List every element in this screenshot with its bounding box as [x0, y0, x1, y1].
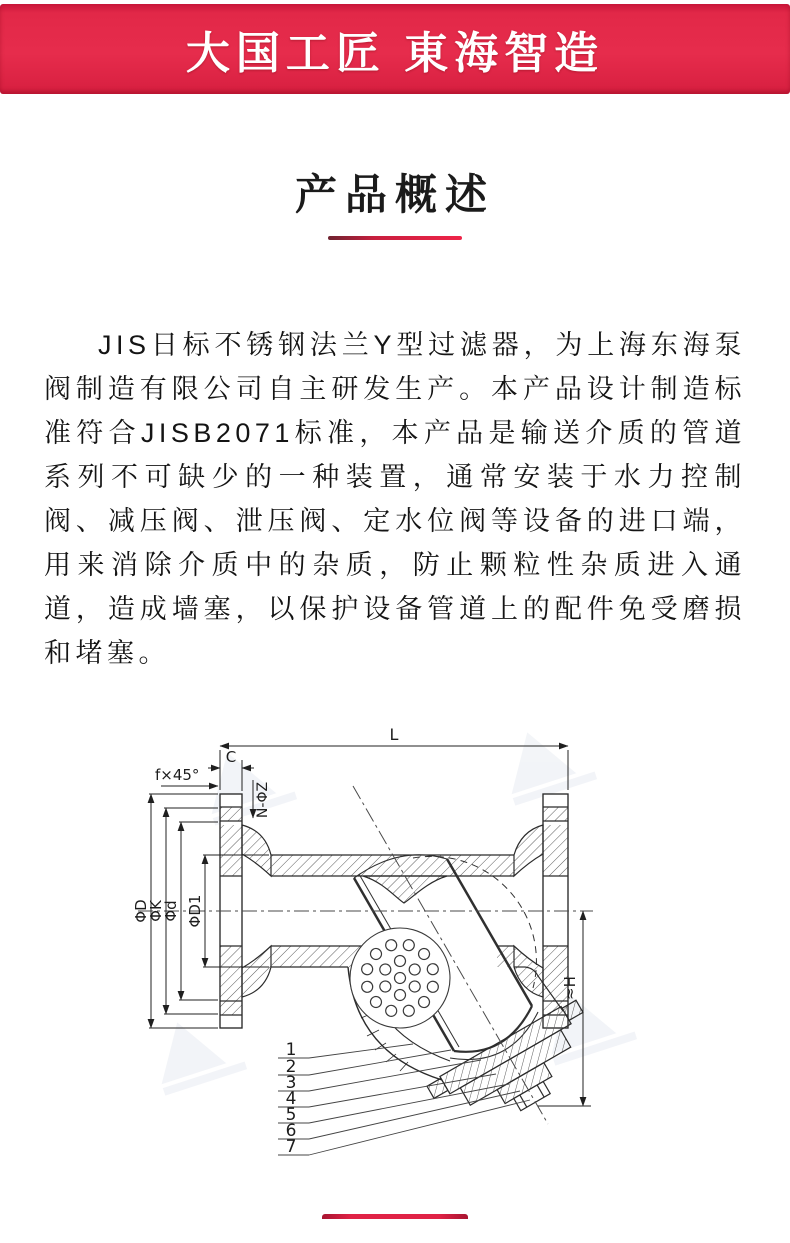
- diagram-container: [113, 688, 677, 1172]
- dim-label-C: C: [225, 748, 237, 766]
- perforated-screen: [339, 917, 461, 1039]
- part-number-3: 3: [285, 1073, 297, 1093]
- dim-label-L: L: [389, 725, 399, 744]
- part-numbers: [286, 1040, 297, 1157]
- dim-label-flange-od: ΦD: [132, 899, 150, 923]
- y-strainer-diagram: [113, 688, 677, 1172]
- next-section-banner-edge: [322, 1214, 468, 1219]
- title-underline: [328, 236, 462, 240]
- part-number-6: 6: [285, 1121, 297, 1141]
- part-number-7: 7: [285, 1137, 297, 1157]
- dim-label-bolt-holes: N-ΦZ: [255, 781, 271, 819]
- section-title: 产品概述: [294, 171, 495, 218]
- header-banner: [0, 4, 790, 94]
- dim-label-chamfer: f×45°: [155, 766, 200, 784]
- dim-label-pipe-od: ΦD1: [186, 894, 204, 928]
- dim-label-height: ≈H: [561, 976, 579, 1000]
- overview-paragraph: JIS日标不锈钢法兰Y型过滤器，为上海东海泵阀制造有限公司自主研发生产。本产品设计制造标准符合JISB2071标准，本产品是输送介质的管道系列不可缺少的一种装置，通常安装于水力控制阀、减压阀、泄压阀、定水位阀等设备的进口端，用来消除介质中的杂质，防止颗粒性杂质进入通道，造成墙塞，以保护设备管道上的配件免受磨损和堵塞。: [44, 330, 746, 668]
- dim-label-bolt-circle: ΦK: [147, 900, 165, 922]
- part-number-2: 2: [285, 1057, 297, 1077]
- part-number-5: 5: [285, 1105, 297, 1125]
- drain-cap-assembly: [426, 999, 610, 1146]
- part-number-4: 4: [285, 1089, 297, 1109]
- part-number-1: 1: [285, 1040, 297, 1060]
- page-title: 大国工匠 東海智造: [185, 29, 605, 78]
- dim-label-hub-od: Φd: [162, 900, 180, 922]
- section-heading: [0, 162, 790, 222]
